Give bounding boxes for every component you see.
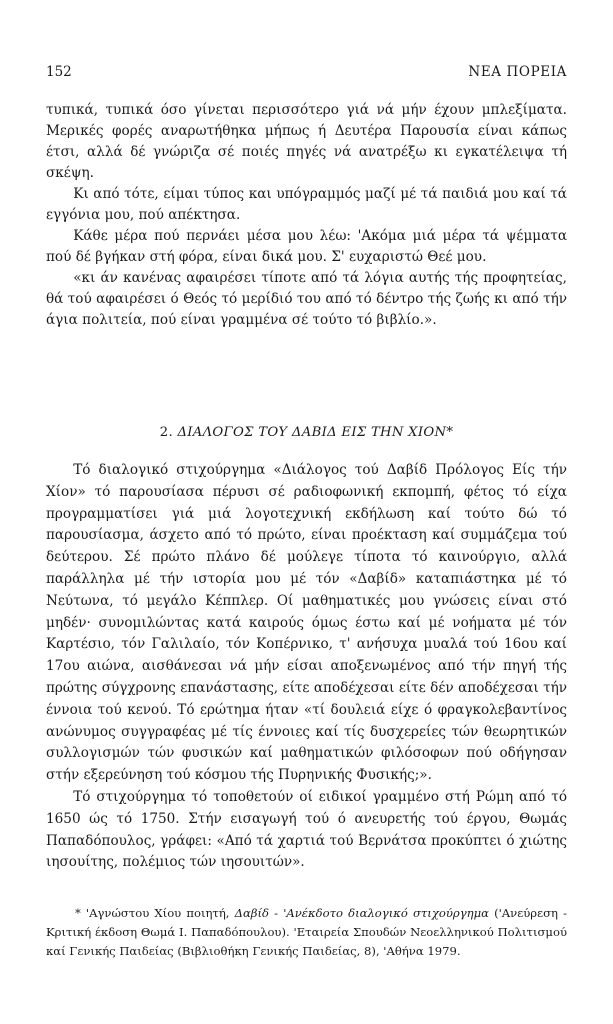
- section-title: ΔΙΑΛΟΓΟΣ ΤΟΥ ΔΑΒΙΔ ΕΙΣ ΤΗΝ ΧΙΟΝ*: [177, 425, 454, 440]
- paragraph: Τό διαλογικό στιχούργημα «Διάλογος τού Δαβίδ Πρόλογος Είς τήν Χίον» τό παρουσίασα πέρυσι σέ ραδιοφωνική εκπομπή, φέτος τό είχα προγραμματίσει γιά μιά λογοτεχνική εκδήλωση καί τούτο δώ τό παρουσίασμα, άσχετο από τό πρώτο, είναι προέκταση καί συμμάζεμα τού δεύτερου. Σέ πρώτο πλάνο δέ μούλεγε τίποτα τό καινούργιο, αλλά παράλληλα μέ τήν ιστορία μου μέ τόν «Δαβίδ» καταπιάστηκα μέ τό Νεύτωνα, τό μεγάλο Κέππλερ. Οί μαθηματικές μου γνώσεις είναι στό μηδέν· συνομιλώντας κατά καιρούς όμως έστω καί μέ νοήματα μέ τόν Καρτέσιο, τόν Γαλιλαίο, τόν Κοπέρνικο, τ' ανήσυχα μυαλά τού 16ου καί 17ου αιώνα, αισθάνεσαι νά μήν είσαι αποξενωμένος από τήν πηγή τής πρώτης σύγχρονης επανάστασης, είτε αποδέχεσαι είτε δέν αποδέχεσαι τήν έννοια τού κενού. Τό ερώτημα ήταν «τί δουλειά είχε ό φραγκολεβαντίνος ανώνυμος συγγραφέας μέ τίς έννοιες καί τίς δυσχερείες τών θεωρητικών συλλογισμών τών φυσικών καί μαθηματικών φιλόσοφων πού οδήγησαν στήν εξερεύνηση τού κόσμου τής Πυρηνικής Φυσικής;».: [46, 462, 567, 784]
- running-title: ΝΕΑ ΠΟΡΕΙΑ: [468, 64, 567, 80]
- page-number: 152: [46, 64, 72, 80]
- body-text-block: [46, 460, 567, 874]
- page-header: [46, 64, 567, 86]
- paragraph: Τό στιχούργημα τό τοποθετούν οί ειδικοί γραμμένο στή Ρώμη από τό 1650 ώς τό 1750. Στήν εισαγωγή τού ό ανευρετής τού έργου, Θωμάς Παπαδόπουλος, γράφει: «Από τά χαρτιά τού Βερνάτσα προκύπτει ό χιώτης ιησουίτης, πολέμιος τών ιησουιτών».: [46, 788, 567, 871]
- section-number: 2.: [159, 425, 173, 440]
- section-heading: [46, 425, 567, 440]
- footnote-work-title: Δαβίδ - 'Ανέκδοτο διαλογικό στιχούργημα: [234, 906, 489, 920]
- top-text-block: [46, 100, 567, 331]
- footnote-details: ('Ανεύρεση - Κριτική έκδοση Θωμά Ι. Παπαδόπουλου). 'Εταιρεία Σπουδών Νεοελληνικού Πολιτισμού καί Γενικής Παιδείας (Βιβλιοθήκη Γενικής Παιδείας, 8), 'Αθήνα 1979.: [46, 906, 567, 958]
- footnote: [46, 904, 567, 961]
- footnote-author: 'Αγνώστου Χίου ποιητή,: [85, 906, 230, 920]
- footnote-marker: *: [75, 906, 81, 920]
- paragraph: τυπικά, τυπικά όσο γίνεται περισσότερο γιά νά μήν έχουν μπλεξίματα. Μερικές φορές αναρωτήθηκα μήπως ή Δευτέρα Παρουσία είναι κάπως έτσι, αλλά δέ γνώριζα σέ ποιές πηγές νά ανατρέξω κι εγκατέλειψα τή σκέψη.: [46, 102, 567, 181]
- paragraph: Κάθε μέρα πού περνάει μέσα μου λέω: 'Ακόμα μιά μέρα τά ψέμματα πού δέ βγήκαν στή φόρα, είναι δικά μου. Σ' ευχαριστώ Θεέ μου.: [46, 228, 567, 265]
- paragraph: «κι άν κανένας αφαιρέσει τίποτε από τά λόγια αυτής τής προφητείας, θά τού αφαιρέσει ό Θεός τό μερίδιό του από τό δέντρο τής ζωής κι από τήν άγια πολιτεία, πού είναι γραμμένα σέ τούτο τό βιβλίο.».: [46, 270, 567, 328]
- paragraph: Κι από τότε, είμαι τύπος και υπόγραμμός μαζί μέ τά παιδιά μου καί τά εγγόνια μου, πού απέκτησα.: [46, 186, 567, 223]
